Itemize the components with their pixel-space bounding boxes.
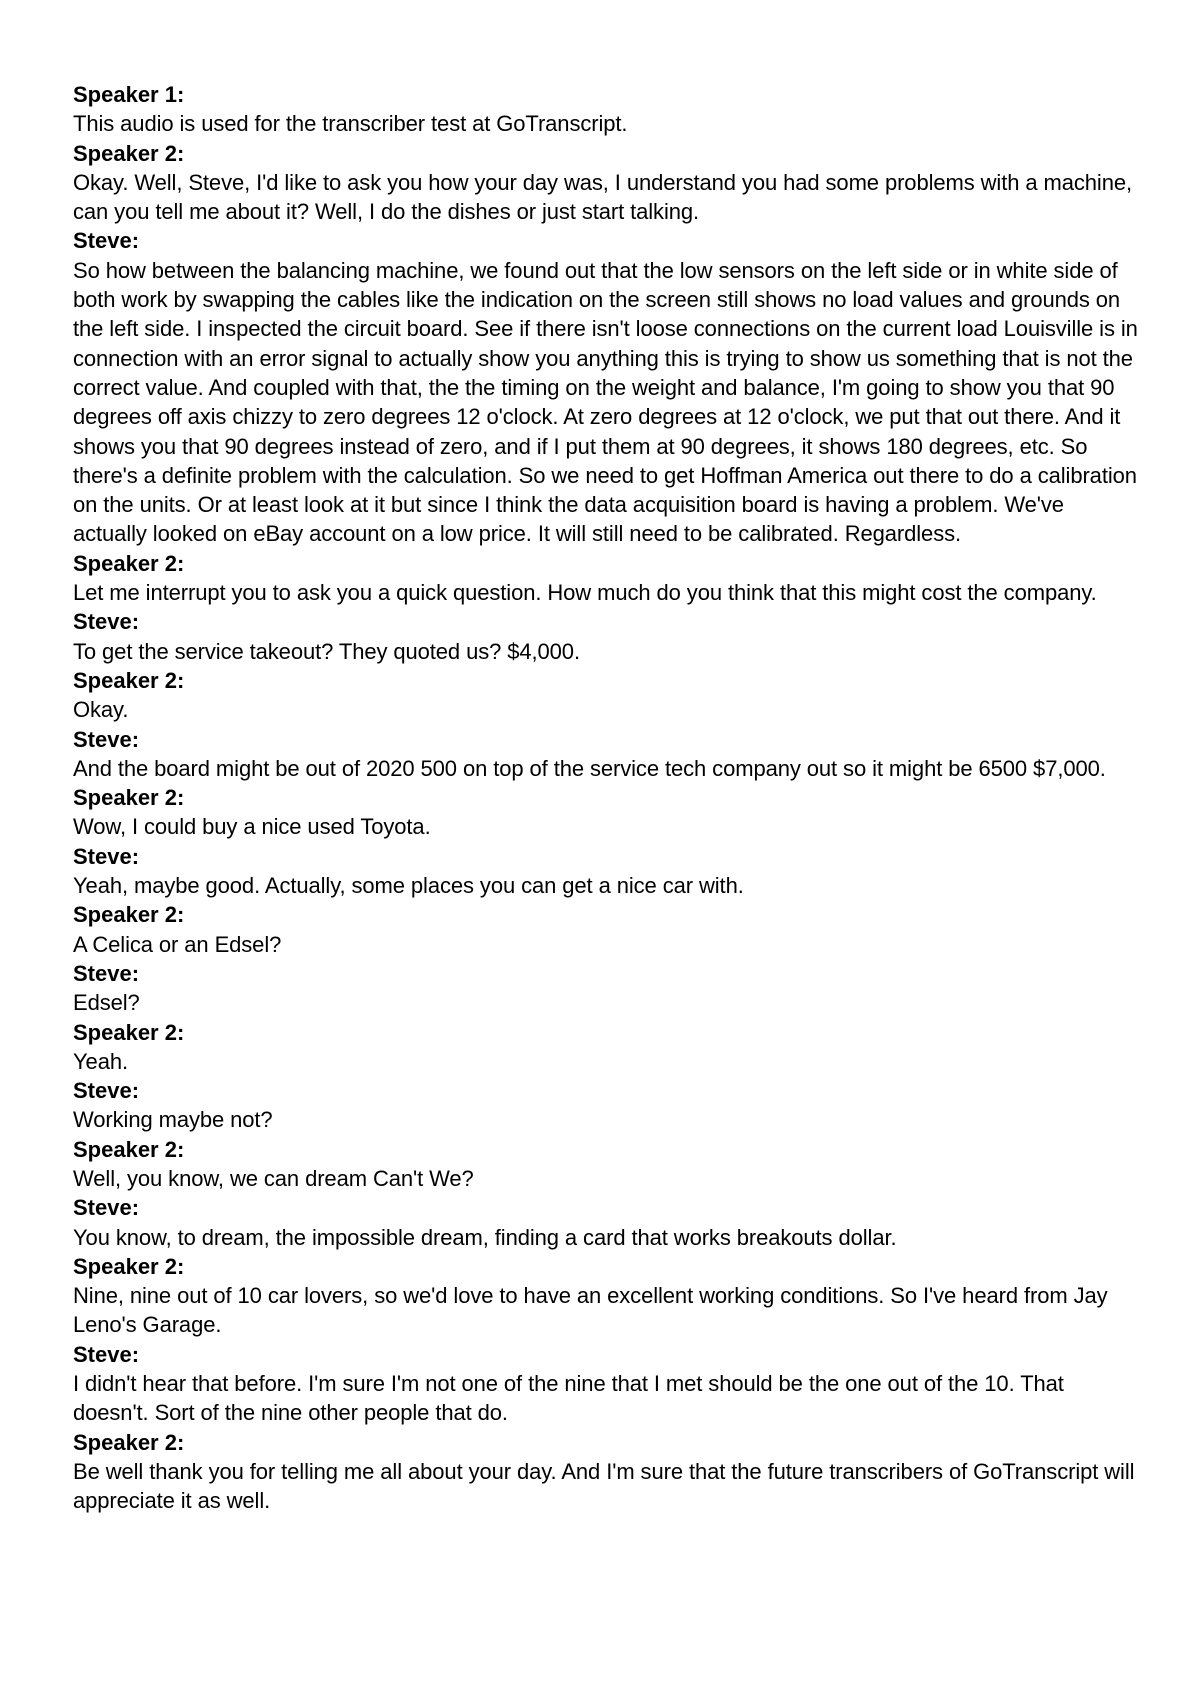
transcript-turn xyxy=(73,1252,1138,1340)
speaker-label: Speaker 2: xyxy=(73,1019,185,1045)
utterance-text: I didn't hear that before. I'm sure I'm not one of the nine that I met should be the one out of the 10. That doesn't. Sort of the nine other people that do. xyxy=(73,1371,1064,1426)
utterance-text: Be well thank you for telling me all about your day. And I'm sure that the future transcribers of GoTranscript will appreciate it as well. xyxy=(73,1458,1135,1514)
speaker-label: Steve: xyxy=(73,228,140,254)
utterance-text: Well, you know, we can dream Can't We? xyxy=(73,1165,474,1191)
speaker-label: Speaker 2: xyxy=(73,1253,185,1279)
utterance-text: You know, to dream, the impossible dream, finding a card that works breakouts dollar. xyxy=(73,1224,897,1250)
transcript-turn xyxy=(73,139,1138,227)
utterance-text: Yeah, maybe good. Actually, some places you can get a nice car with. xyxy=(73,873,744,899)
transcript-turn xyxy=(73,1018,1138,1077)
transcript-turn xyxy=(73,783,1138,842)
transcript-turn xyxy=(73,1135,1138,1194)
transcript-turn xyxy=(73,1193,1138,1252)
speaker-label: Steve: xyxy=(73,1341,140,1367)
transcript-turn xyxy=(73,549,1138,608)
speaker-label: Steve: xyxy=(73,843,140,869)
utterance-text: Let me interrupt you to ask you a quick question. How much do you think that this might cost the company. xyxy=(73,580,1097,606)
transcript-document xyxy=(73,80,1138,1516)
transcript-turn xyxy=(73,1428,1138,1516)
speaker-label: Speaker 2: xyxy=(73,667,185,693)
transcript-turn xyxy=(73,900,1138,959)
transcript-turn xyxy=(73,842,1138,901)
transcript-turn xyxy=(73,607,1138,666)
utterance-text: And the board might be out of 2020 500 on top of the service tech company out so it might be 6500 $7,000. xyxy=(73,755,1106,781)
utterance-text: Nine, nine out of 10 car lovers, so we'd love to have an excellent working conditions. So I've heard from Jay Leno's Garage. xyxy=(73,1283,1108,1338)
transcript-turn xyxy=(73,80,1138,139)
speaker-label: Speaker 2: xyxy=(73,1429,185,1455)
transcript-turn xyxy=(73,959,1138,1018)
transcript-turn xyxy=(73,725,1138,784)
speaker-label: Steve: xyxy=(73,960,140,986)
transcript-turn xyxy=(73,1340,1138,1428)
utterance-text: Yeah. xyxy=(73,1048,128,1074)
transcript-turn xyxy=(73,666,1138,725)
utterance-text: A Celica or an Edsel? xyxy=(73,931,282,957)
utterance-text: Okay. xyxy=(73,697,129,723)
utterance-text: To get the service takeout? They quoted us? $4,000. xyxy=(73,638,580,664)
utterance-text: Okay. Well, Steve, I'd like to ask you how your day was, I understand you had some problems with a machine, can you tell me about it? Well, I do the dishes or just start talking. xyxy=(73,169,1132,225)
transcript-turn xyxy=(73,1076,1138,1135)
utterance-text: Wow, I could buy a nice used Toyota. xyxy=(73,814,431,840)
speaker-label: Speaker 1: xyxy=(73,82,185,107)
speaker-label: Speaker 2: xyxy=(73,140,185,166)
speaker-label: Speaker 2: xyxy=(73,785,185,811)
speaker-label: Speaker 2: xyxy=(73,550,185,576)
speaker-label: Steve: xyxy=(73,1078,140,1104)
transcript-turn xyxy=(73,226,1138,548)
speaker-label: Speaker 2: xyxy=(73,902,185,928)
speaker-label: Steve: xyxy=(73,726,140,752)
speaker-label: Steve: xyxy=(73,609,140,635)
utterance-text: Working maybe not? xyxy=(73,1107,273,1133)
utterance-text: Edsel? xyxy=(73,990,140,1016)
speaker-label: Speaker 2: xyxy=(73,1136,185,1162)
utterance-text: This audio is used for the transcriber test at GoTranscript. xyxy=(73,111,628,137)
speaker-label: Steve: xyxy=(73,1195,140,1221)
utterance-text: So how between the balancing machine, we found out that the low sensors on the left side or in white side of both work by swapping the cables like the indication on the screen still shows no load values and grounds on the left side. I inspected the circuit board. See if there isn't loose connections on the current load Louisville is in connection with an error signal to actually show you anything this is trying to show us something that is not the correct value. And coupled with that, the the timing on the weight and balance, I'm going to show you that 90 degrees off axis chizzy to zero degrees 12 o'clock. At zero degrees at 12 o'clock, we put that out there. And it shows you that 90 degrees instead of zero, and if I put them at 90 degrees, it shows 180 degrees, etc. So there's a definite problem with the calculation. So we need to get Hoffman America out there to do a calibration on the units. Or at least look at it but since I think the data acquisition board is having a problem. We've actually looked on eBay account on a low price. It will still need to be calibrated. Regardless. xyxy=(73,257,1138,547)
